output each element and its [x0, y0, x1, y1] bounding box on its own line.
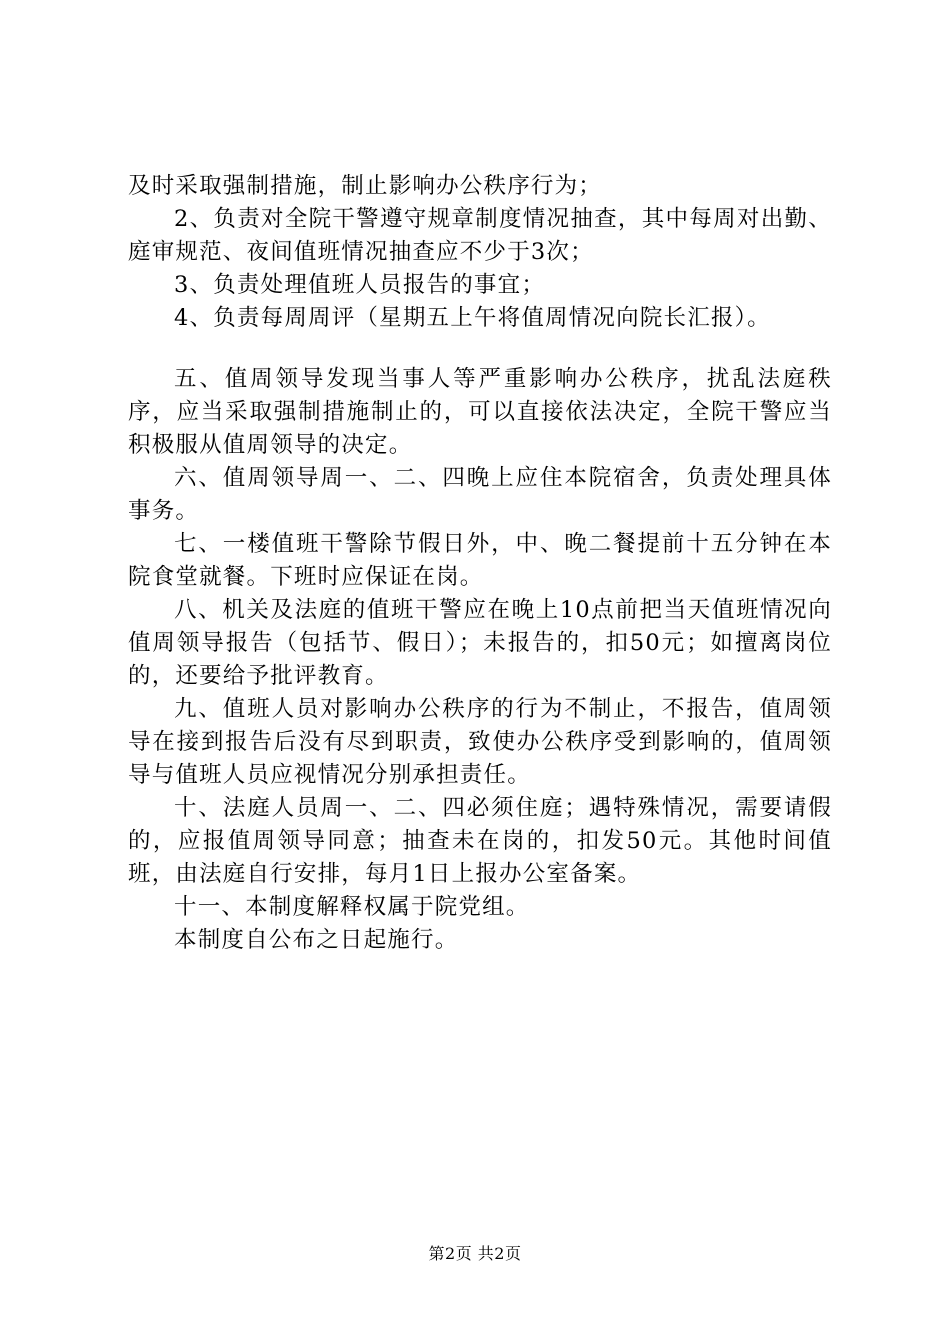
- paragraph-effective-date: 本制度自公布之日起施行。: [174, 927, 459, 953]
- paragraph-section-10: 十、法庭人员周一、二、四必须住庭；遇特殊情况，需要请假的，应报值周领导同意；抽查未在岗的，扣发50元。其他时间值班，由法庭自行安排，每月1日上报办公室备案。: [128, 795, 832, 887]
- page-footer: 第2页 共2页: [428, 1244, 522, 1263]
- paragraph-section-7: 七、一楼值班干警除节假日外，中、晚二餐提前十五分钟在本院食堂就餐。下班时应保证在岗。: [128, 531, 832, 590]
- document-body: [128, 170, 832, 957]
- paragraph-item-2: 2、负责对全院干警遵守规章制度情况抽查，其中每周对出勤、庭审规范、夜间值班情况抽查应不少于3次；: [128, 206, 832, 265]
- paragraph-section-5: 五、值周领导发现当事人等严重影响办公秩序，扰乱法庭秩序，应当采取强制措施制止的，可以直接依法决定，全院干警应当积极服从值周领导的决定。: [128, 366, 832, 458]
- paragraph-section-6: 六、值周领导周一、二、四晚上应住本院宿舍，负责处理具体事务。: [128, 465, 832, 524]
- paragraph-continuation: 及时采取强制措施，制止影响办公秩序行为；: [128, 173, 603, 199]
- paragraph-item-4: 4、负责每周周评（星期五上午将值周情况向院长汇报）。: [174, 305, 771, 331]
- paragraph-section-11: 十一、本制度解释权属于院党组。: [174, 894, 530, 920]
- paragraph-item-3: 3、负责处理值班人员报告的事宜；: [174, 272, 546, 298]
- paragraph-section-8: 八、机关及法庭的值班干警应在晚上10点前把当天值班情况向值周领导报告（包括节、假日）；未报告的，扣50元；如擅离岗位的，还要给予批评教育。: [128, 597, 832, 689]
- paragraph-section-9: 九、值班人员对影响办公秩序的行为不制止，不报告，值周领导在接到报告后没有尽到职责，致使办公秩序受到影响的，值周领导与值班人员应视情况分别承担责任。: [128, 696, 832, 788]
- paragraph-gap: [128, 335, 832, 363]
